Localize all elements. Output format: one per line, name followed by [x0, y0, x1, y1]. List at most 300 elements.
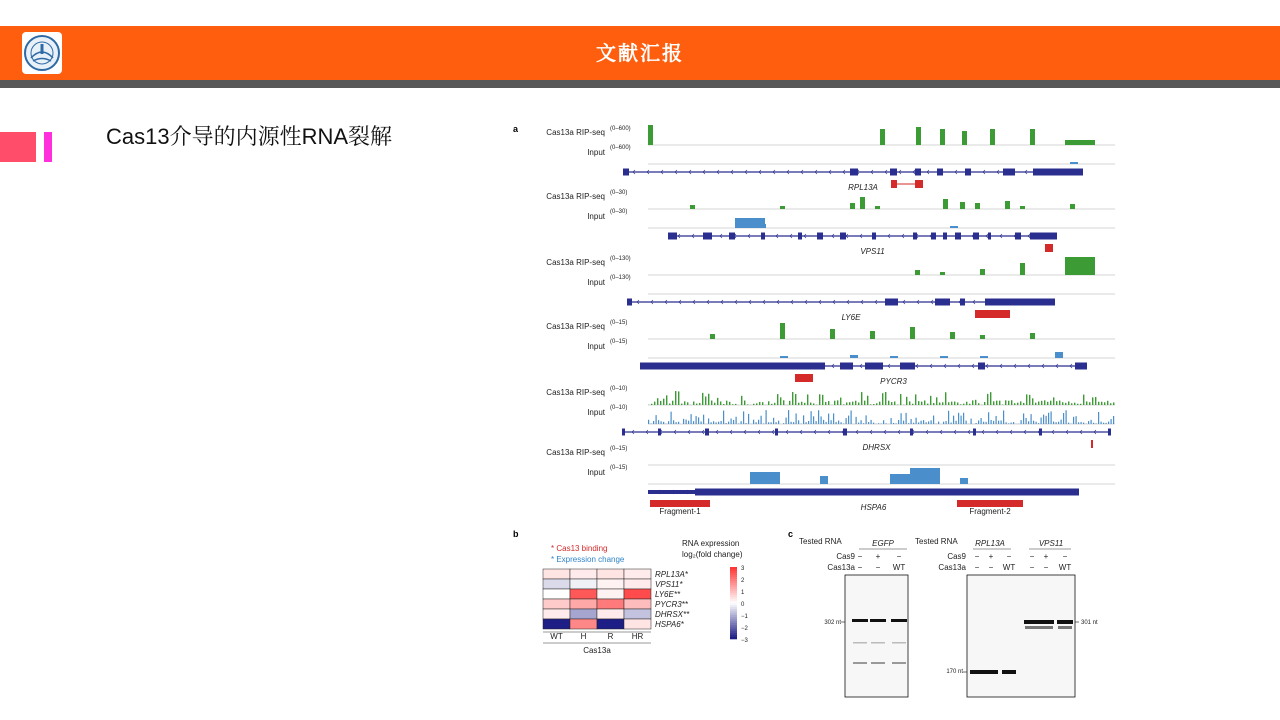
rip-seq-signal	[972, 400, 973, 405]
input-signal	[761, 416, 762, 424]
rip-seq-peak	[940, 129, 945, 145]
input-signal	[686, 420, 687, 424]
input-signal	[703, 415, 704, 424]
rip-seq-peak	[1065, 257, 1095, 275]
input-signal	[926, 422, 927, 424]
input-signal	[778, 421, 779, 424]
input-signal	[1081, 422, 1082, 424]
input-signal	[963, 413, 964, 424]
rip-seq-label: Cas13a RIP-seq	[546, 258, 605, 267]
gene-exon	[935, 299, 950, 306]
input-signal	[986, 422, 987, 424]
input-signal	[663, 422, 664, 424]
rip-seq-signal	[1029, 395, 1030, 405]
target-region	[891, 180, 897, 188]
legend-expression: * Expression change	[551, 555, 625, 564]
gel-band	[1057, 620, 1073, 624]
marker-302nt: 302 nt	[824, 620, 841, 626]
input-signal	[1103, 423, 1104, 424]
rip-seq-signal	[687, 402, 688, 405]
input-signal	[676, 422, 677, 424]
rip-seq-signal	[795, 394, 796, 405]
gene-exon	[985, 299, 1055, 306]
rip-seq-peak	[780, 206, 785, 209]
heatmap-cell	[597, 619, 624, 629]
rip-seq-signal	[708, 394, 709, 405]
heatmap-cell	[597, 609, 624, 619]
rip-seq-signal	[681, 404, 682, 405]
input-signal	[813, 416, 814, 424]
gene-exon	[1033, 169, 1083, 176]
gel2-cas9-sign: +	[1043, 552, 1049, 561]
rip-seq-signal	[693, 401, 694, 405]
page-title: 文献汇报	[596, 41, 684, 65]
color-scale-segment	[730, 579, 737, 581]
input-signal	[966, 421, 967, 424]
input-signal	[723, 411, 724, 424]
gene-exon	[729, 233, 735, 240]
rip-range-label: (0–10)	[610, 386, 628, 392]
rip-seq-signal	[1035, 403, 1036, 405]
rip-seq-signal	[864, 401, 865, 405]
fragment-2-label: Fragment-2	[969, 507, 1011, 516]
rip-seq-signal	[1047, 402, 1048, 405]
color-scale-segment	[730, 629, 737, 631]
target-region	[957, 500, 1023, 507]
color-scale-tick: 1	[741, 590, 745, 596]
input-signal	[1013, 422, 1014, 424]
rip-seq-signal	[654, 402, 655, 405]
input-label: Input	[587, 468, 605, 477]
marker-301nt: 301 nt	[1081, 620, 1098, 626]
rip-seq-signal	[771, 404, 772, 405]
input-signal	[796, 413, 797, 424]
input-peak	[750, 472, 780, 484]
input-label: Input	[587, 342, 605, 351]
rip-seq-signal	[948, 402, 949, 405]
input-signal	[921, 421, 922, 424]
rip-seq-signal	[957, 402, 958, 405]
rip-seq-signal	[921, 402, 922, 405]
input-signal	[668, 421, 669, 424]
rip-seq-peak	[850, 203, 855, 209]
input-signal	[1033, 421, 1034, 424]
rip-seq-peak	[1070, 204, 1075, 209]
rip-seq-peak	[990, 129, 995, 145]
color-scale-segment	[730, 599, 737, 601]
gel-band-faint	[853, 642, 867, 644]
gel1-cas9-sign: −	[896, 552, 902, 561]
heatmap-cell	[543, 569, 570, 579]
input-signal	[816, 421, 817, 424]
input-signal	[951, 423, 952, 424]
rip-seq-signal	[705, 397, 706, 405]
rip-seq-signal	[657, 398, 658, 405]
gel2-cas9-sign: −	[1006, 552, 1012, 561]
gene-exon	[840, 233, 846, 240]
gene-exon	[775, 429, 778, 436]
color-scale-segment	[730, 621, 737, 623]
gel-2	[967, 575, 1075, 697]
input-signal	[988, 412, 989, 424]
gel2-cas13a-sign: WT	[1058, 563, 1072, 572]
rip-seq-peak	[1030, 129, 1035, 145]
input-signal	[931, 420, 932, 424]
gene-exon	[931, 233, 936, 240]
input-signal	[998, 421, 999, 424]
gene-exon	[1108, 429, 1111, 436]
input-signal	[983, 422, 984, 424]
rip-seq-signal	[1068, 401, 1069, 405]
heatmap-cell	[624, 579, 651, 589]
rip-seq-signal	[702, 393, 703, 405]
gel2-rna-a-label: RPL13A	[975, 539, 1005, 548]
rip-seq-signal	[753, 404, 754, 405]
scale-title-2: log₂(fold change)	[682, 550, 743, 559]
panel-a-letter: a	[513, 124, 519, 134]
color-scale-tick: −1	[741, 614, 748, 620]
input-signal	[903, 421, 904, 424]
input-signal	[1038, 423, 1039, 424]
rip-seq-label: Cas13a RIP-seq	[546, 448, 605, 457]
color-scale-segment	[730, 567, 737, 569]
input-signal	[771, 422, 772, 424]
gel-band-faint	[1039, 626, 1053, 629]
input-signal	[993, 421, 994, 424]
rip-seq-signal	[846, 402, 847, 405]
rip-seq-signal	[819, 394, 820, 405]
heatmap-cell	[624, 569, 651, 579]
input-signal	[1028, 421, 1029, 424]
input-signal	[961, 416, 962, 424]
gene-exon	[978, 363, 985, 370]
gel1-rna-label: EGFP	[872, 539, 894, 548]
gene-exon	[622, 429, 625, 436]
heatmap-cell	[543, 579, 570, 589]
heatmap-cell	[543, 619, 570, 629]
gene-exon	[817, 233, 823, 240]
input-signal	[1031, 414, 1032, 424]
rip-seq-signal	[762, 402, 763, 405]
input-signal	[906, 413, 907, 424]
gel-band-faint	[892, 642, 906, 644]
input-signal	[861, 420, 862, 424]
color-scale-segment	[730, 619, 737, 621]
gene-exon	[885, 299, 898, 306]
gene-exon	[973, 429, 976, 436]
rip-seq-peak	[1020, 206, 1025, 209]
gel2-cas9-sign: +	[988, 552, 994, 561]
input-signal	[726, 423, 727, 424]
heatmap-cell	[570, 609, 597, 619]
gene-exon	[960, 299, 965, 306]
cas9-label: Cas9	[836, 552, 855, 561]
rip-seq-signal	[756, 403, 757, 405]
rip-seq-peak	[950, 332, 955, 339]
gel-band	[970, 670, 984, 674]
input-signal	[976, 423, 977, 424]
input-signal	[823, 420, 824, 424]
input-range-label: (0–10)	[610, 405, 628, 411]
input-signal	[856, 417, 857, 424]
input-peak	[850, 355, 858, 358]
input-signal	[913, 423, 914, 424]
input-signal	[886, 423, 887, 424]
rip-seq-signal	[675, 391, 676, 405]
gene-exon	[623, 169, 629, 176]
input-signal	[1108, 422, 1109, 424]
rip-seq-peak	[780, 323, 785, 339]
input-signal	[711, 422, 712, 424]
legend-binding: * Cas13 binding	[551, 544, 608, 553]
input-signal	[946, 421, 947, 424]
gene-exon	[1015, 233, 1021, 240]
input-signal	[1006, 422, 1007, 424]
group-label: Cas13a	[583, 646, 611, 655]
rip-seq-signal	[1026, 394, 1027, 405]
input-signal	[858, 423, 859, 424]
gel-band	[984, 670, 998, 674]
color-scale-segment	[730, 615, 737, 617]
input-signal	[1093, 423, 1094, 424]
section-heading: Cas13介导的内源性RNA裂解	[106, 124, 393, 149]
rip-seq-signal	[984, 402, 985, 405]
input-peak	[1070, 162, 1078, 164]
rip-seq-signal	[915, 394, 916, 405]
heatmap-column-label: H	[580, 632, 587, 641]
color-scale-segment	[730, 569, 737, 571]
rip-seq-signal	[1089, 402, 1090, 405]
input-signal	[1066, 410, 1067, 424]
rip-seq-signal	[861, 392, 862, 405]
input-range-label: (0–15)	[610, 339, 628, 345]
rip-seq-signal	[975, 400, 976, 405]
gene-exon	[943, 233, 947, 240]
gene-exon	[1030, 233, 1057, 240]
rip-seq-signal	[1095, 397, 1096, 405]
cas13a-label: Cas13a	[938, 563, 966, 572]
input-signal	[656, 415, 657, 424]
rip-seq-signal	[894, 401, 895, 405]
rip-range-label: (0–15)	[610, 446, 628, 452]
input-signal	[971, 419, 972, 424]
rip-seq-signal	[1050, 401, 1051, 405]
gene-name-label: DHRSX	[862, 443, 891, 452]
color-scale-segment	[730, 609, 737, 611]
input-signal	[841, 422, 842, 424]
rip-seq-signal	[960, 404, 961, 405]
input-signal	[831, 420, 832, 424]
rip-seq-signal	[900, 394, 901, 405]
input-signal	[713, 421, 714, 424]
color-scale-segment	[730, 603, 737, 605]
rip-seq-signal	[672, 401, 673, 405]
input-signal	[1053, 422, 1054, 424]
heatmap-cell	[597, 579, 624, 589]
input-signal	[768, 422, 769, 424]
rip-seq-signal	[1083, 395, 1084, 405]
gene-exon	[913, 233, 917, 240]
rip-seq-signal	[789, 401, 790, 405]
color-scale-tick: −2	[741, 626, 748, 632]
rip-seq-peak	[710, 334, 715, 339]
rip-seq-signal	[807, 394, 808, 405]
color-scale-segment	[730, 591, 737, 593]
panel-b-letter: b	[513, 529, 519, 539]
rip-seq-label: Cas13a RIP-seq	[546, 128, 605, 137]
input-signal	[741, 421, 742, 424]
input-signal	[696, 416, 697, 424]
target-region	[1045, 244, 1053, 252]
gel2-cas13a-sign: −	[974, 563, 980, 572]
input-label: Input	[587, 212, 605, 221]
input-signal	[736, 417, 737, 424]
input-signal	[1056, 422, 1057, 424]
input-signal	[688, 421, 689, 424]
rip-seq-signal	[678, 391, 679, 405]
heatmap-cell	[624, 589, 651, 599]
heatmap-cell	[624, 599, 651, 609]
input-signal	[791, 422, 792, 424]
input-signal	[873, 423, 874, 424]
rip-seq-signal	[1092, 397, 1093, 405]
gel2-cas9-sign: −	[1062, 552, 1068, 561]
rip-seq-peak	[915, 270, 920, 275]
input-signal	[928, 421, 929, 424]
rip-seq-signal	[873, 404, 874, 405]
rip-seq-signal	[747, 404, 748, 405]
input-signal	[933, 416, 934, 424]
input-signal	[673, 420, 674, 424]
rip-seq-peak	[943, 199, 948, 209]
cas9-label: Cas9	[947, 552, 966, 561]
rip-seq-signal	[855, 401, 856, 405]
input-signal	[698, 417, 699, 424]
rip-seq-signal	[759, 402, 760, 405]
rip-seq-signal	[1098, 402, 1099, 405]
input-signal	[651, 423, 652, 424]
gel-band-faint	[1025, 626, 1039, 629]
heatmap-row-label: HSPA6*	[655, 620, 684, 629]
input-signal	[891, 418, 892, 424]
gene-exon	[900, 363, 915, 370]
heatmap-cell	[570, 619, 597, 629]
rip-seq-signal	[780, 397, 781, 405]
input-signal	[953, 416, 954, 424]
rip-seq-signal	[969, 404, 970, 405]
rip-seq-signal	[993, 401, 994, 405]
input-signal	[728, 422, 729, 424]
gene-exon	[705, 429, 709, 436]
input-signal	[991, 420, 992, 424]
input-peak	[780, 356, 788, 358]
input-signal	[948, 411, 949, 424]
gene-exon	[761, 233, 765, 240]
input-signal	[806, 422, 807, 424]
rip-seq-signal	[870, 404, 871, 405]
input-peak	[758, 224, 766, 228]
rip-seq-signal	[954, 402, 955, 405]
color-scale-segment	[730, 613, 737, 615]
panel-c	[799, 537, 1098, 697]
color-scale-segment	[730, 605, 737, 607]
rip-seq-signal	[933, 403, 934, 405]
target-region	[975, 310, 1010, 318]
panel-c-letter: c	[788, 529, 794, 539]
input-range-label: (0–600)	[610, 145, 631, 151]
heatmap	[543, 566, 749, 655]
target-region	[795, 374, 813, 382]
input-signal	[956, 421, 957, 424]
rip-seq-signal	[825, 402, 826, 405]
gel-band-faint	[871, 662, 885, 664]
input-signal	[808, 421, 809, 424]
gel-band-faint	[853, 662, 867, 664]
input-signal	[716, 422, 717, 424]
rip-seq-signal	[660, 401, 661, 405]
input-signal	[918, 422, 919, 424]
section-marker-accent	[44, 132, 52, 162]
gene-exon	[937, 169, 943, 176]
heatmap-cell	[543, 599, 570, 609]
gel2-cas13a-sign: −	[988, 563, 994, 572]
heatmap-cell	[597, 599, 624, 609]
input-label: Input	[587, 148, 605, 157]
gene-exon	[850, 169, 858, 176]
color-scale-segment	[730, 617, 737, 619]
gene-exon	[1003, 169, 1015, 176]
input-peak	[960, 478, 968, 484]
gene-exon	[840, 363, 853, 370]
input-signal	[828, 414, 829, 424]
rip-seq-signal	[783, 400, 784, 405]
input-signal	[916, 418, 917, 424]
input-signal	[1058, 422, 1059, 424]
input-signal	[1061, 420, 1062, 424]
color-scale-segment	[730, 593, 737, 595]
rip-seq-signal	[828, 401, 829, 405]
rip-seq-signal	[1104, 402, 1105, 405]
heatmap-cell	[624, 619, 651, 629]
input-signal	[958, 413, 959, 424]
input-signal	[661, 421, 662, 424]
rip-seq-signal	[729, 402, 730, 405]
figure	[505, 112, 1125, 708]
fragment-1-label: Fragment-1	[659, 507, 701, 516]
gel2-rna-b-label: VPS11	[1038, 539, 1064, 548]
gel-band	[1024, 620, 1040, 624]
rip-seq-signal	[1014, 403, 1015, 405]
input-signal	[883, 420, 884, 424]
rip-seq-signal	[714, 403, 715, 405]
color-scale-segment	[730, 633, 737, 635]
gene-exon	[1075, 363, 1087, 370]
rip-seq-signal	[1071, 403, 1072, 405]
rip-seq-signal	[1038, 402, 1039, 405]
input-signal	[843, 423, 844, 424]
rip-seq-peak	[830, 329, 835, 339]
rip-seq-signal	[990, 392, 991, 405]
input-signal	[896, 423, 897, 424]
rip-seq-signal	[711, 401, 712, 405]
gel-band-faint	[871, 642, 885, 644]
input-signal	[693, 421, 694, 424]
rip-seq-signal	[1032, 398, 1033, 405]
gene-exon	[703, 233, 712, 240]
heatmap-column-label: HR	[631, 632, 644, 641]
input-label: Input	[587, 408, 605, 417]
input-signal	[1023, 413, 1024, 424]
